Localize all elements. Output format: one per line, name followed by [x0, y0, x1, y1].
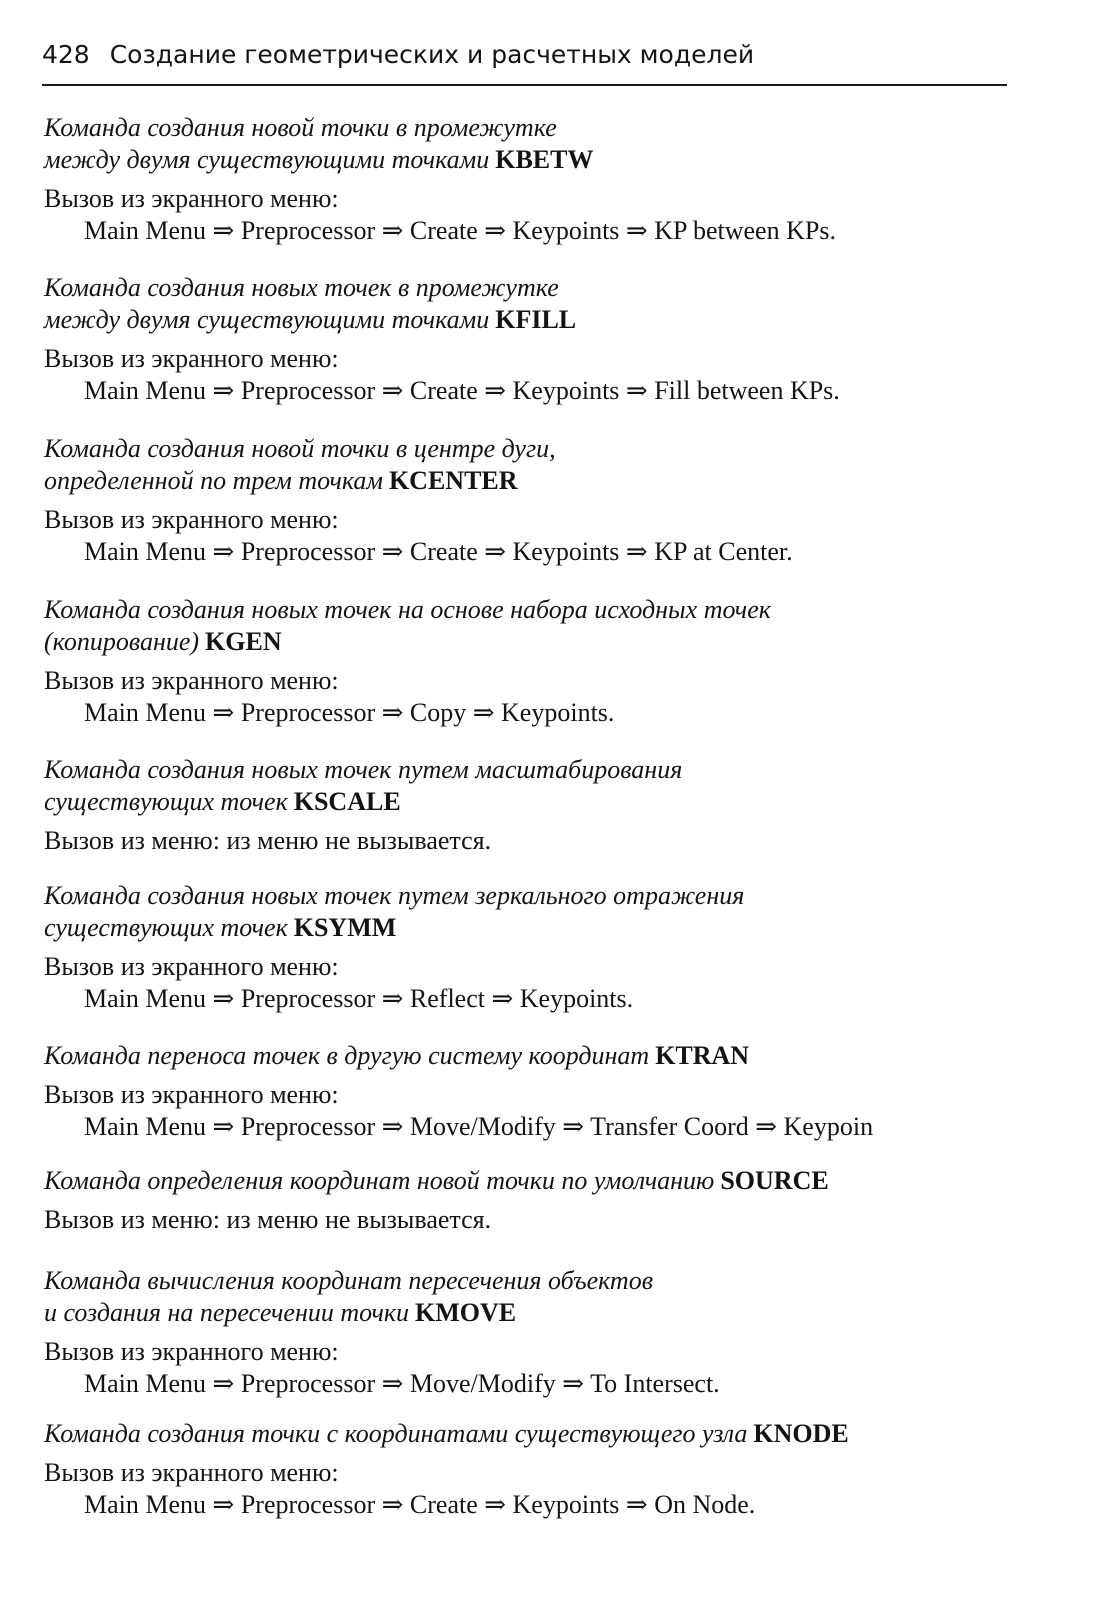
- command-title-line: [44, 594, 1024, 626]
- command-entry: [44, 754, 1024, 857]
- menu-call-label: Вызов из экранного меню:: [44, 1337, 339, 1366]
- menu-call-label: Вызов из экранного меню:: [44, 344, 339, 373]
- command-title-text: Команда создания новых точек путем масштабирования: [44, 755, 683, 784]
- command-title-text: между двумя существующими точками: [44, 305, 490, 334]
- menu-call-label: Вызов из меню: из меню не вызывается.: [44, 826, 492, 855]
- menu-call-label: Вызов из экранного меню:: [44, 1458, 339, 1487]
- command-entry: [44, 880, 1024, 1015]
- command-entry: [44, 433, 1024, 568]
- menu-path: Main Menu ⇒ Preprocessor ⇒ Copy ⇒ Keypoints.: [84, 698, 615, 727]
- menu-call-label: Вызов из экранного меню:: [44, 666, 339, 695]
- command-title: [44, 594, 1024, 658]
- command-title: [44, 1040, 1024, 1072]
- command-title-text: определенной по трем точкам: [44, 466, 383, 495]
- command-title-text: (копирование): [44, 627, 200, 656]
- command-title-text: Команда переноса точек в другую систему координат: [44, 1041, 650, 1070]
- menu-call-label: Вызов из экранного меню:: [44, 505, 339, 534]
- command-name: KFILL: [495, 305, 577, 334]
- command-title-text: существующих точек: [44, 787, 288, 816]
- menu-path: Main Menu ⇒ Preprocessor ⇒ Create ⇒ Keypoints ⇒ KP at Center.: [84, 537, 793, 566]
- command-title-text: Команда создания точки с координатами существующего узла: [44, 1419, 748, 1448]
- command-title-text: и создания на пересечении точки: [44, 1298, 410, 1327]
- command-title-line: [44, 1418, 1024, 1450]
- command-title-line: [44, 144, 1024, 176]
- command-title-line: [44, 1040, 1024, 1072]
- command-name: KSYMM: [293, 913, 397, 942]
- menu-path: Main Menu ⇒ Preprocessor ⇒ Reflect ⇒ Keypoints.: [84, 984, 634, 1013]
- command-title-line: [44, 465, 1024, 497]
- command-title-text: Команда создания новых точек путем зеркального отражения: [44, 881, 745, 910]
- command-title-text: Команда создания новой точки в промежутке: [44, 113, 557, 142]
- command-title: [44, 112, 1024, 176]
- command-title: [44, 272, 1024, 336]
- command-title-line: [44, 1265, 1024, 1297]
- command-name: KTRAN: [655, 1041, 750, 1070]
- command-title-text: существующих точек: [44, 913, 288, 942]
- command-title-line: [44, 1297, 1024, 1329]
- command-title: [44, 433, 1024, 497]
- command-entry: [44, 1418, 1024, 1521]
- command-title-text: Команда вычисления координат пересечения объектов: [44, 1266, 653, 1295]
- command-title-line: [44, 912, 1024, 944]
- command-title-line: [44, 272, 1024, 304]
- command-title-line: [44, 112, 1024, 144]
- command-entry: [44, 272, 1024, 407]
- command-title-text: Команда создания новых точек в промежутке: [44, 273, 559, 302]
- command-title-line: [44, 786, 1024, 818]
- command-name: KBETW: [495, 145, 594, 174]
- command-title-text: Команда создания новых точек на основе набора исходных точек: [44, 595, 771, 624]
- running-title: Создание геометрических и расчетных моделей: [109, 40, 755, 69]
- menu-path: Main Menu ⇒ Preprocessor ⇒ Create ⇒ Keypoints ⇒ KP between KPs.: [84, 216, 836, 245]
- command-title: [44, 880, 1024, 944]
- menu-call-label: Вызов из экранного меню:: [44, 184, 339, 213]
- command-title-text: Команда создания новой точки в центре дуги,: [44, 434, 556, 463]
- command-name: SOURCE: [720, 1166, 829, 1195]
- command-title: [44, 1165, 1024, 1197]
- command-title-text: Команда определения координат новой точки по умолчанию: [44, 1166, 715, 1195]
- command-entry: [44, 1040, 1024, 1143]
- menu-call-label: Вызов из экранного меню:: [44, 952, 339, 981]
- command-name: KSCALE: [293, 787, 401, 816]
- command-name: KMOVE: [415, 1298, 517, 1327]
- command-title: [44, 754, 1024, 818]
- command-title-line: [44, 304, 1024, 336]
- command-name: KNODE: [753, 1419, 849, 1448]
- command-title: [44, 1265, 1024, 1329]
- command-title: [44, 1418, 1024, 1450]
- page-header: [42, 38, 1007, 86]
- menu-path: Main Menu ⇒ Preprocessor ⇒ Move/Modify ⇒ To Intersect.: [84, 1369, 720, 1398]
- menu-path: Main Menu ⇒ Preprocessor ⇒ Move/Modify ⇒ Transfer Coord ⇒ Keypoin: [84, 1112, 874, 1141]
- command-title-line: [44, 626, 1024, 658]
- menu-call-label: Вызов из меню: из меню не вызывается.: [44, 1205, 492, 1234]
- command-entry: [44, 1165, 1024, 1236]
- menu-path: Main Menu ⇒ Preprocessor ⇒ Create ⇒ Keypoints ⇒ Fill between KPs.: [84, 376, 840, 405]
- command-title-line: [44, 433, 1024, 465]
- command-title-line: [44, 880, 1024, 912]
- menu-path: Main Menu ⇒ Preprocessor ⇒ Create ⇒ Keypoints ⇒ On Node.: [84, 1490, 756, 1519]
- command-name: KGEN: [205, 627, 282, 656]
- command-name: KCENTER: [388, 466, 518, 495]
- command-title-line: [44, 1165, 1024, 1197]
- command-entry: [44, 594, 1024, 729]
- menu-call-label: Вызов из экранного меню:: [44, 1080, 339, 1109]
- command-entry: [44, 112, 1024, 247]
- command-entry: [44, 1265, 1024, 1400]
- command-title-text: между двумя существующими точками: [44, 145, 490, 174]
- page-number: 428: [42, 40, 90, 69]
- command-title-line: [44, 754, 1024, 786]
